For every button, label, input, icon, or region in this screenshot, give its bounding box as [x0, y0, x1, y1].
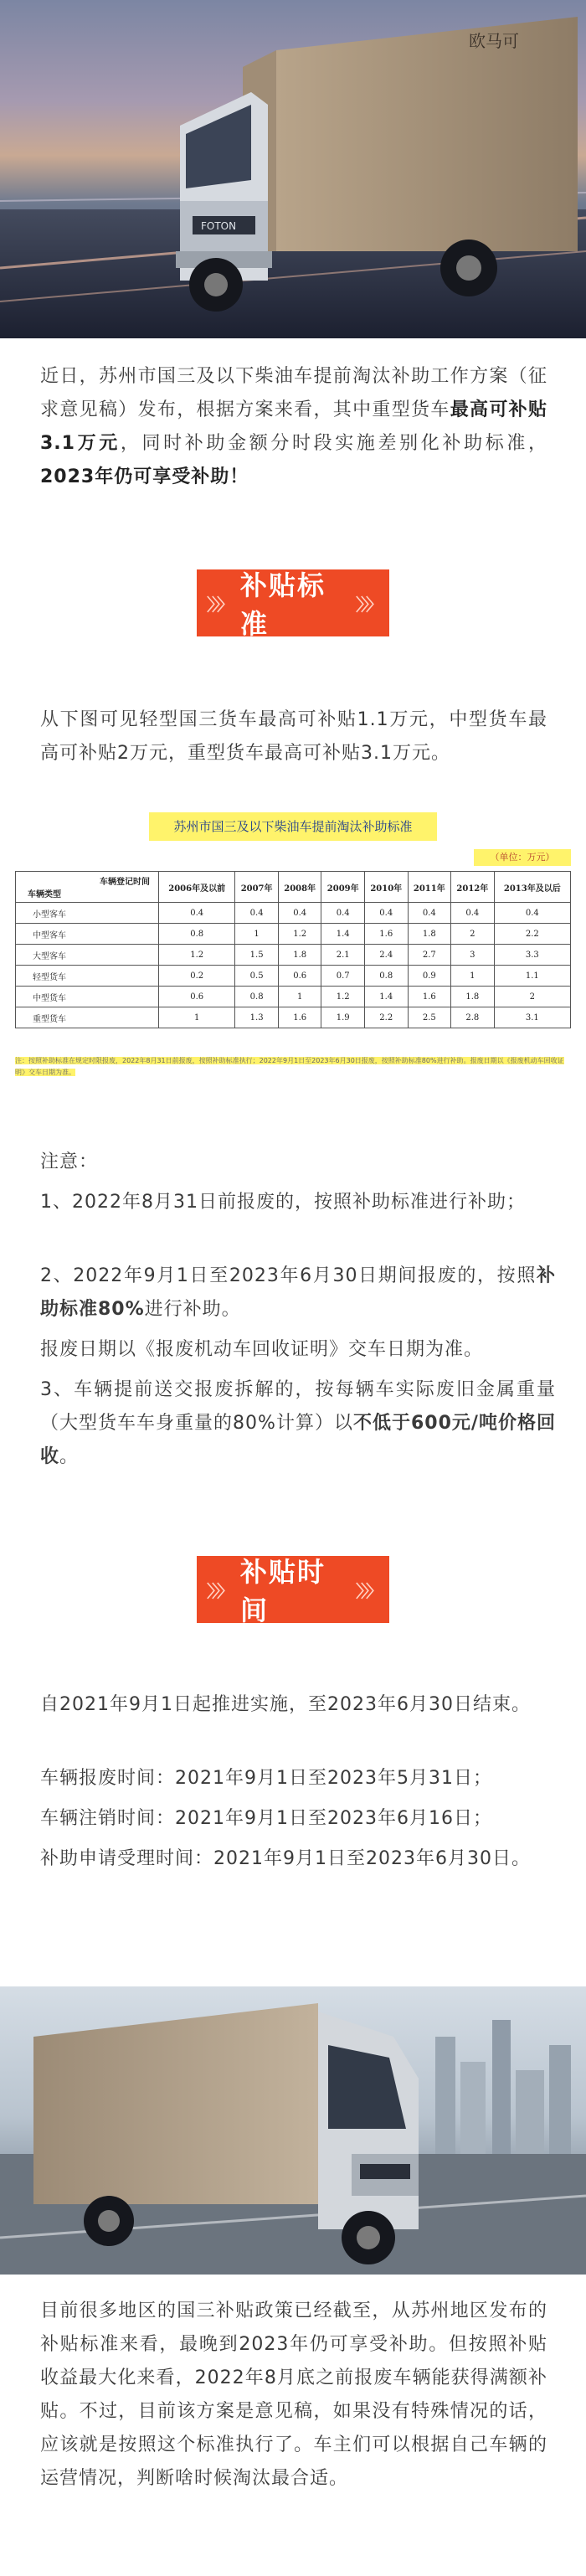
table-cell: 1.2 [159, 945, 235, 966]
column-header: 2012年 [451, 872, 495, 903]
table-row [16, 966, 571, 987]
time-apply-date: 补助申请受理时间：2021年9月1日至2023年6月30日。 [40, 1848, 531, 1869]
table-cell: 2 [451, 924, 495, 945]
time-paragraph-1: 自2021年9月1日起推进实施，至2023年6月30日结束。 [40, 1694, 531, 1715]
notice-heading: 注意： [40, 1151, 99, 1172]
table-cell: 2.2 [364, 1007, 408, 1028]
table-cell: 1.8 [408, 924, 451, 945]
table-cell: 2.8 [451, 1007, 495, 1028]
section-badge-time [197, 1556, 389, 1626]
table-cell: 0.8 [235, 987, 279, 1007]
row-vehicle-type: 中型货车 [16, 987, 159, 1007]
table-cell: 1.6 [278, 1007, 321, 1028]
table-row [16, 945, 571, 966]
notice-item-3-bold: 不低于600元/吨价格回收 [40, 1413, 556, 1467]
table-cell: 0.7 [321, 966, 365, 987]
table-cell: 1.4 [364, 987, 408, 1007]
table-row [16, 903, 571, 924]
table-cell: 2.1 [321, 945, 365, 966]
notice-item-2-bold: 补助标准80% [40, 1265, 556, 1320]
notice-item-2-text: 2、2022年9月1日至2023年6月30日期间报废的，按照 [40, 1265, 537, 1286]
table-cell: 1.3 [235, 1007, 279, 1028]
column-header: 2011年 [408, 872, 451, 903]
table-header-row [16, 872, 571, 903]
row-vehicle-type: 轻型货车 [16, 966, 159, 987]
table-cell: 1.5 [235, 945, 279, 966]
table-cell: 0.5 [235, 966, 279, 987]
table-unit: （单位：万元） [474, 849, 571, 866]
table-cell: 1 [235, 924, 279, 945]
table-cell: 0.8 [364, 966, 408, 987]
table-corner-cell [16, 872, 159, 903]
subsidy-table-image [8, 812, 578, 1089]
chevron-right-icon: 〉〉〉 [356, 594, 379, 615]
table-title: 苏州市国三及以下柴油车提前淘汰补助标准 [149, 812, 437, 841]
table-cell: 0.6 [159, 987, 235, 1007]
section-title-time: 补贴时间 [240, 1556, 326, 1626]
subsidy-table [15, 871, 571, 1028]
table-cell: 0.8 [159, 924, 235, 945]
intro-bold-1: 最高可补贴3.1万元 [40, 399, 547, 454]
table-cell: 2.7 [408, 945, 451, 966]
table-cell: 3 [451, 945, 495, 966]
table-cell: 1.2 [278, 924, 321, 945]
table-cell: 1.8 [451, 987, 495, 1007]
chevron-right-icon: 〉〉〉 [356, 1580, 379, 1601]
table-cell: 2.5 [408, 1007, 451, 1028]
hero-model-text: 欧马可 [469, 31, 519, 51]
row-vehicle-type: 重型货车 [16, 1007, 159, 1028]
table-cell: 1.6 [364, 924, 408, 945]
city-truck-photo [0, 1986, 586, 2275]
table-cell: 1 [451, 966, 495, 987]
city-truck-illustration [0, 1986, 586, 2275]
column-header: 2010年 [364, 872, 408, 903]
table-cell: 1.1 [494, 966, 570, 987]
standard-paragraph: 从下图可见轻型国三货车最高可补贴1.1万元，中型货车最高可补贴2万元，重型货车最高可补贴3.1万元。 [40, 709, 547, 764]
column-header: 2007年 [235, 872, 279, 903]
intro-text-1: 近日，苏州市国三及以下柴油车提前淘汰补助工作方案（征求意见稿）发布，根据方案来看，其中重型货车 [40, 366, 547, 420]
table-cell: 0.4 [408, 903, 451, 924]
table-cell: 2.4 [364, 945, 408, 966]
row-vehicle-type: 小型客车 [16, 903, 159, 924]
table-cell: 0.6 [278, 966, 321, 987]
table-cell: 2 [494, 987, 570, 1007]
table-cell: 1 [159, 1007, 235, 1028]
table-cell: 1 [278, 987, 321, 1007]
table-row [16, 924, 571, 945]
hero-truck-photo [0, 0, 586, 338]
site-watermark: 卡车之家 [533, 2556, 574, 2568]
column-header: 2009年 [321, 872, 365, 903]
table-cell: 1.2 [321, 987, 365, 1007]
closing-paragraph: 目前很多地区的国三补贴政策已经截至，从苏州地区发布的补贴标准来看，最晚到2023年仍可享受补助。但按照补贴收益最大化来看，2022年8月底之前报废车辆能获得满额补贴。不过，目前该方案是意见稿，如果没有特殊情况的话，应该就是按照这个标准执行了。车主们可以根据自己车辆的运营情况，判断啥时候淘汰最合适。 [40, 2300, 547, 2489]
table-cell: 0.4 [494, 903, 570, 924]
notice-item-1: 1、2022年8月31日前报废的，按照补助标准进行补助； [40, 1192, 526, 1213]
intro-paragraph [40, 360, 547, 494]
table-cell: 2.2 [494, 924, 570, 945]
hero-truck-illustration [0, 0, 586, 338]
table-cell: 1.9 [321, 1007, 365, 1028]
table-cell: 0.4 [278, 903, 321, 924]
section-title-standard: 补贴标准 [240, 569, 326, 640]
table-cell: 0.4 [451, 903, 495, 924]
table-cell: 3.3 [494, 945, 570, 966]
section-badge-standard [197, 569, 389, 640]
intro-text-2: ，同时补助金额分时段实施差别化补助标准， [120, 433, 547, 454]
table-cell: 0.9 [408, 966, 451, 987]
notice-item-2-extra: 报废日期以《报废机动车回收证明》交车日期为准。 [40, 1339, 484, 1360]
table-cell: 0.2 [159, 966, 235, 987]
corner-top-label: 车辆登记时间 [100, 878, 150, 887]
table-row [16, 1007, 571, 1028]
notice-item-2 [40, 1260, 556, 1327]
column-header: 2008年 [278, 872, 321, 903]
table-cell: 0.4 [321, 903, 365, 924]
column-header: 2006年及以前 [159, 872, 235, 903]
table-note [15, 1055, 571, 1079]
row-vehicle-type: 中型客车 [16, 924, 159, 945]
table-cell: 1.8 [278, 945, 321, 966]
table-cell: 1.4 [321, 924, 365, 945]
intro-bold-2: 2023年仍可享受补助！ [40, 466, 249, 487]
table-cell: 0.4 [364, 903, 408, 924]
notice-item-3-text: 3、车辆提前送交报废拆解的，按每辆车实际废旧金属重量（大型货车车身重量的80%计算）以 [40, 1379, 556, 1434]
table-note-text: 注：按照补助标准在规定时限报废，2022年8月31日前报废，按照补助标准执行；2022年9月1日至2023年6月30日报废，按照补助标准80%进行补助。报废日期以《报废机动车回收证明》交车日期为准。 [15, 1057, 564, 1076]
time-scrap-date: 车辆报废时间：2021年9月1日至2023年5月31日； [40, 1768, 492, 1789]
chevron-left-icon: 〉〉〉 [207, 1580, 230, 1601]
row-vehicle-type: 大型客车 [16, 945, 159, 966]
corner-bottom-label: 车辆类型 [28, 890, 61, 899]
notice-item-2-tail: 进行补助。 [144, 1299, 241, 1320]
table-cell: 0.4 [235, 903, 279, 924]
time-cancel-date: 车辆注销时间：2021年9月1日至2023年6月16日； [40, 1808, 492, 1829]
table-cell: 1.6 [408, 987, 451, 1007]
table-row [16, 987, 571, 1007]
notice-item-3 [40, 1373, 556, 1474]
notice-item-3-tail: 。 [59, 1446, 80, 1467]
chevron-left-icon: 〉〉〉 [207, 594, 230, 615]
table-cell: 0.4 [159, 903, 235, 924]
table-cell: 3.1 [494, 1007, 570, 1028]
hero-brand-text: FOTON [201, 220, 237, 232]
column-header: 2013年及以后 [494, 872, 570, 903]
